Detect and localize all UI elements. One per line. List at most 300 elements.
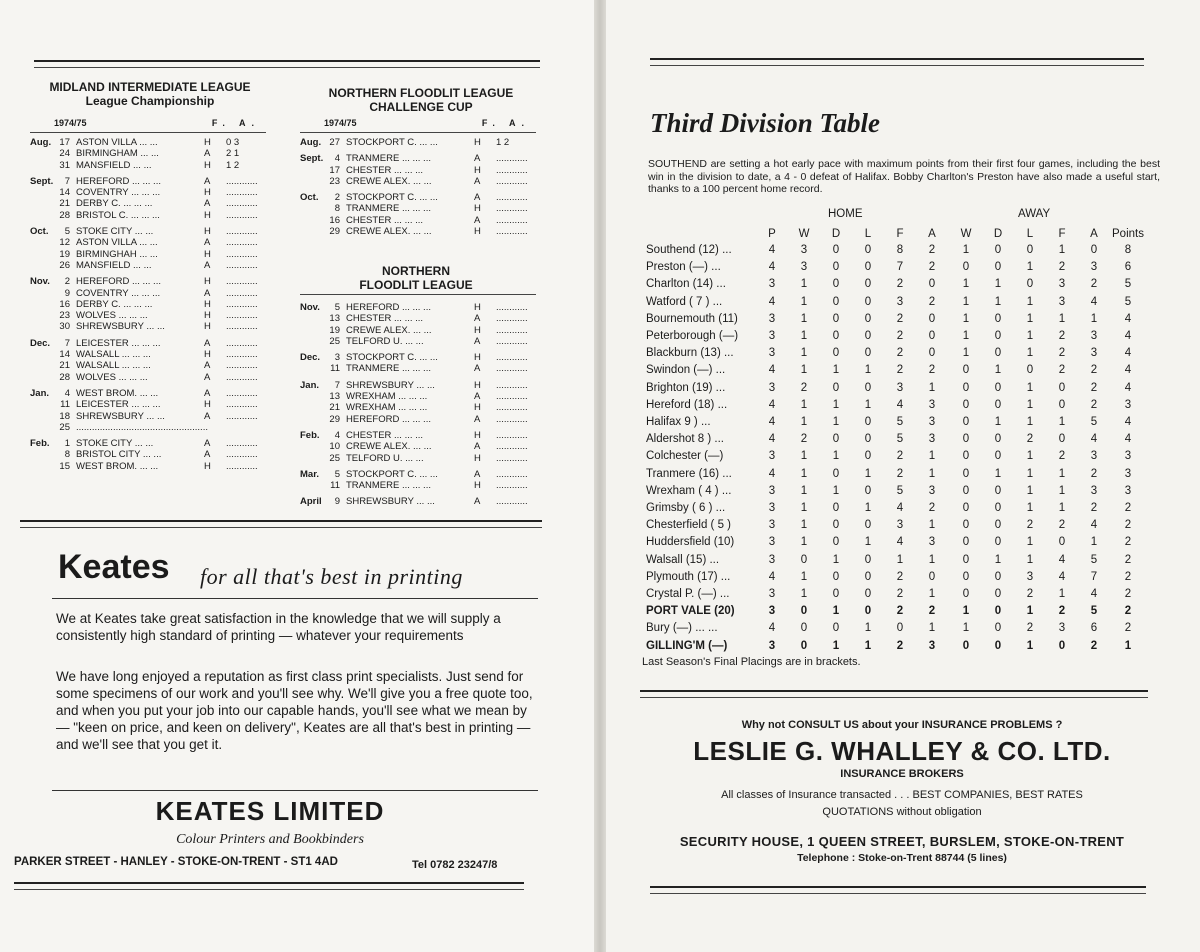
fixture-day: 4 [334,153,340,165]
table-cell: 3 [768,588,776,600]
fixture-row [300,402,536,413]
midland-title-line2: League Championship [85,94,215,108]
fixture-day: 10 [329,441,340,453]
table-cell: 4 [1058,553,1066,566]
fixture-venue: H [204,159,211,171]
nflcc-fixture-list [300,137,536,237]
fixture-day: 27 [329,137,340,148]
table-cell: 2 [928,261,936,274]
table-row [646,433,1146,449]
fixture-row [300,480,536,491]
table-cell: 2 [896,639,904,652]
table-cell: 2 [800,433,808,446]
table-cell: 5 [896,416,904,428]
table-cell: 0 [896,622,904,635]
fixture-row [30,288,266,299]
table-cell: 0 [864,588,872,600]
midland-fixtures-header [30,118,266,133]
midland-fixtures [30,118,266,472]
table-cell: 1 [800,330,808,342]
table-cell: 1 [994,364,1002,377]
fixture-opponent: DERBY C. ... ... ... [76,298,153,310]
table-row [646,399,1146,415]
table-cell: 1 [1026,381,1034,394]
table-cell: 2 [896,330,904,342]
fixture-row [300,469,536,480]
table-cell: 0 [994,639,1002,652]
table-row [646,382,1146,398]
table-cell: 4 [1124,312,1132,325]
table-cell: 0 [994,519,1002,532]
fixture-day: 18 [59,410,70,422]
fixture-venue: H [474,452,481,464]
nfl-fixture-list [300,302,536,508]
table-cell: 0 [1026,364,1034,377]
table-cell: 0 [864,416,872,428]
table-cell: 1 [962,278,970,291]
table-cell: 2 [896,278,904,291]
midland-season: 1974/75 [54,118,87,128]
fixture-row [30,388,266,399]
fixture-result: ............ [496,192,528,204]
fixture-row [300,352,536,363]
table-cell: 5 [1090,416,1098,428]
table-cell: 1 [800,278,808,291]
fixture-venue: H [474,429,481,441]
fixture-venue: A [474,363,481,375]
table-cell: 2 [1026,588,1034,600]
fixture-venue: A [204,410,211,422]
table-cell: 0 [994,484,1002,497]
fixture-day: 2 [64,276,70,288]
nfl-title-line1: NORTHERN [382,264,450,278]
table-cell: 3 [768,330,776,342]
fixture-opponent: SHREWSBURY ... ... [76,321,165,333]
midland-fa-header: F. A. [211,118,260,128]
table-cell: 0 [962,484,970,497]
fixture-row [300,313,536,324]
table-cell: 1 [1026,484,1034,497]
table-cell: 1 [800,398,808,411]
fixture-opponent: ASTON VILLA ... ... [76,237,158,249]
table-cell: 1 [832,553,840,566]
whalley-brokers: INSURANCE BROKERS [840,768,964,780]
table-cell: 0 [864,484,872,497]
table-cell: 2 [896,570,904,583]
table-cell: 0 [800,639,808,652]
table-cell: 1 [1026,416,1034,428]
table-cell: 6 [1124,261,1132,274]
table-cell: 2 [1090,502,1098,514]
table-cell: 4 [1058,570,1066,583]
fixture-row [30,160,266,171]
fixture-venue: A [474,468,481,480]
fixture-day: 13 [329,313,340,325]
fixture-day: 12 [59,237,70,249]
table-row [646,330,1146,346]
fixture-day: 11 [330,363,340,375]
table-cell: 0 [1058,398,1066,411]
table-cell: 6 [1090,622,1098,635]
fixture-opponent: STOKE CITY ... ... [76,226,154,238]
fixture-opponent: TRANMERE ... ... ... [346,480,431,492]
fixture-venue: A [204,438,211,450]
fixture-row [30,237,266,248]
fixture-opponent: HEREFORD ... ... ... [76,175,161,187]
fixture-opponent: TRANMERE ... ... ... [346,153,431,165]
fixture-result: ............ [226,187,258,199]
midland-title-line1: MIDLAND INTERMEDIATE LEAGUE [49,80,251,94]
fixture-row [30,461,266,472]
table-cell: 1 [1026,347,1034,360]
mid-rule-right [640,690,1148,698]
fixture-opponent: WALSALL ... ... ... [76,349,151,361]
table-row [646,554,1146,570]
keates-rule-bottom [52,790,538,791]
table-column-header: D [831,228,841,240]
table-column-header: F [1058,228,1066,240]
fixture-opponent: STOCKPORT C. ... ... [346,468,438,480]
keates-tagline: for all that's best in printing [200,564,463,589]
keates-telephone: Tel 0782 23247/8 [412,859,498,871]
table-cell: 1 [832,450,840,463]
table-row [646,519,1146,535]
table-cell: 1 [864,502,872,514]
fixture-row [30,310,266,321]
fixture-opponent: CREWE ALEX. ... ... [346,226,432,238]
fixture-opponent: TELFORD U. ... ... [346,452,424,464]
fixture-row [30,148,266,159]
table-cell: 0 [832,570,840,583]
fixture-day: 1 [64,438,70,450]
fixture-result: ............ [496,226,528,238]
team-name: Southend (12) ... [646,244,732,256]
table-cell: 0 [994,381,1002,394]
nflcc-title [296,86,546,114]
table-cell: 0 [1058,381,1066,394]
table-cell: 0 [832,278,840,291]
table-cell: 1 [800,450,808,463]
fixture-result: ............ [496,335,528,347]
table-cell: 2 [1058,364,1066,377]
fixture-day: 11 [330,480,340,492]
table-cell: 1 [1058,312,1066,325]
fixture-venue: H [474,402,481,414]
table-cell: 2 [896,467,904,480]
fixture-day: 7 [64,175,70,187]
fixture-opponent: CREWE ALEX. ... ... [346,175,432,187]
fixture-opponent: CREWE ALEX. ... ... [346,324,432,336]
fixture-row [300,325,536,336]
table-cell: 4 [768,570,776,583]
fixture-opponent: STOKE CITY ... ... [76,438,154,450]
table-cell: 0 [1026,278,1034,291]
fixture-result: ............ [496,379,528,391]
fixture-row [30,321,266,332]
table-cell: 0 [994,536,1002,549]
insurance-question: Why not CONSULT US about your INSURANCE PROBLEMS ? [741,719,1063,731]
table-cell: 1 [962,330,970,342]
table-cell: 5 [896,433,904,446]
table-cell: 0 [962,381,970,394]
nflcc-title-line1: NORTHERN FLOODLIT LEAGUE [328,86,514,100]
fixture-venue: H [204,298,211,310]
table-cell: 0 [832,261,840,274]
fixture-result: ............ [496,324,528,336]
table-cell: 2 [1124,502,1132,514]
fixture-opponent: CHESTER ... ... ... [346,313,424,325]
nflcc-fixtures-header [300,118,536,133]
table-cell: 0 [962,433,970,446]
table-cell: 4 [768,416,776,428]
fixture-result: 2 1 [226,148,240,160]
fixture-day: 11 [60,399,70,411]
table-cell: 0 [994,570,1002,583]
table-cell: 0 [864,261,872,274]
table-cell: 0 [1058,433,1066,446]
table-column-header: L [1026,228,1034,240]
table-cell: 2 [1026,433,1034,446]
table-cell: 1 [1026,295,1034,308]
table-cell: 1 [928,622,936,635]
table-cell: 0 [832,312,840,325]
bottom-rule-left [14,882,524,890]
table-cell: 1 [1124,639,1132,652]
table-cell: 4 [768,364,776,377]
fixture-month: Feb. [300,429,320,441]
fixture-result: 1 2 [226,159,240,171]
table-cell: 1 [928,467,936,480]
table-cell: 1 [994,295,1002,308]
table-cell: 2 [1090,398,1098,411]
table-cell: 5 [1124,295,1132,308]
table-cell: 0 [864,553,872,566]
table-row [646,364,1146,380]
nfl-fixtures [300,302,536,508]
fixture-opponent: TRANMERE ... ... ... [346,203,431,215]
table-column-header: W [798,228,810,240]
fixture-day: 2 [334,192,340,204]
table-cell: 2 [1058,605,1066,618]
table-cell: 5 [1124,278,1132,291]
table-cell: 1 [928,519,936,532]
table-cell: 1 [864,398,872,411]
fixture-row [30,276,266,287]
table-cell: 1 [800,347,808,360]
fixture-day: 9 [334,496,340,508]
table-row [646,261,1146,277]
table-cell: 3 [768,553,776,566]
fixture-result: ............ [226,371,258,383]
table-cell: 2 [1124,605,1132,618]
mid-rule-left [20,520,542,528]
fixture-venue: A [204,337,211,349]
fixture-result: ............ [226,399,258,411]
fixture-venue: H [474,226,481,238]
fixture-venue: A [204,148,211,160]
table-cell: 3 [928,398,936,411]
fixture-venue: H [204,226,211,238]
fixture-result: ............ [226,226,258,238]
fixture-day: 25 [329,335,340,347]
table-cell: 3 [768,278,776,291]
table-column-header: A [1090,228,1098,240]
fixture-row [300,441,536,452]
table-cell: 0 [864,450,872,463]
table-cell: 0 [962,588,970,600]
nfl-title-rule [300,294,536,295]
table-cell: 3 [768,312,776,325]
fixture-month: Sept. [30,175,54,187]
team-name: Chesterfield ( 5 ) [646,519,732,532]
fixture-opponent: DERBY C. ... ... ... [76,198,153,210]
fixture-opponent: LEICESTER ... ... ... [76,337,161,349]
table-cell: 2 [896,605,904,618]
fixture-opponent: STOCKPORT C. ... ... [346,137,438,148]
fixture-row [300,137,536,148]
table-cell: 4 [1090,519,1098,532]
fixture-day: 9 [64,287,70,299]
nflcc-season: 1974/75 [324,118,357,128]
fixture-day: 4 [64,387,70,399]
table-cell: 0 [994,244,1002,256]
table-cell: 0 [1058,639,1066,652]
nfl-title [296,264,536,292]
away-group-label: AWAY [1018,208,1051,220]
fixture-opponent: MANSFIELD ... ... [76,159,152,171]
table-cell: 2 [928,605,936,618]
table-cell: 1 [994,278,1002,291]
table-cell: 0 [864,605,872,618]
table-cell: 3 [1090,347,1098,360]
table-cell: 4 [768,295,776,308]
table-cell: 0 [832,433,840,446]
keates-rule-top [52,598,538,599]
fixture-row [30,249,266,260]
table-cell: 0 [832,622,840,635]
fixture-day: 21 [59,198,70,210]
fixture-month: Aug. [30,137,52,148]
table-column-header: F [896,228,904,240]
fixture-row [30,372,266,383]
table-cell: 1 [962,295,970,308]
fixture-day: 23 [59,310,70,322]
table-column-header: D [993,228,1003,240]
fixture-row [30,176,266,187]
fixture-day: 21 [329,402,340,414]
fixture-venue: H [474,352,481,364]
table-cell: 1 [864,622,872,635]
fixture-venue: H [474,324,481,336]
fixture-result: ............ [496,203,528,215]
table-cell: 4 [768,244,776,256]
table-cell: 0 [994,398,1002,411]
fixture-venue: A [204,237,211,249]
team-name: Wrexham ( 4 ) ... [646,484,732,497]
table-cell: 2 [1124,536,1132,549]
fixture-result: ............ [496,452,528,464]
table-cell: 1 [1058,484,1066,497]
table-cell: 7 [1090,570,1098,583]
table-cell: 0 [832,519,840,532]
fixture-row [30,299,266,310]
table-cell: 2 [896,312,904,325]
table-cell: 1 [832,605,840,618]
keates-paragraph-1: We at Keates take great satisfaction in the knowledge that we will supply a consistently high standard of printing — whatever your requirements [56,611,501,643]
table-cell: 1 [928,450,936,463]
table-row [646,502,1146,518]
fixture-result: 0 3 [226,137,240,148]
table-cell: 0 [832,502,840,514]
table-cell: 4 [896,398,904,411]
table-cell: 3 [1090,330,1098,342]
fixture-result: ............ [496,313,528,325]
table-cell: 3 [800,244,808,256]
keates-paragraph-2: We have long enjoyed a reputation as first class print specialists. Just send for some specimens of our work and you'll see why. We'll give you a free quote too, and when you put your job into our capable hands, you'll see what we mean by — "keen on price, and keen on delivery", Keates are all that's best in printing — and we'll see that you get it. [56,669,533,752]
fixture-day: 7 [64,337,70,349]
table-cell: 4 [1124,433,1132,446]
fixture-venue: A [204,387,211,399]
fixture-opponent: ASTON VILLA ... ... [76,137,158,148]
fixture-opponent: TELFORD U. ... ... [346,335,424,347]
table-cell: 3 [1058,278,1066,291]
fixture-venue: A [474,413,481,425]
fixture-day: 26 [59,259,70,271]
team-name: Plymouth (17) ... [646,570,731,583]
table-cell: 0 [962,639,970,652]
fixture-venue: H [474,164,481,176]
fixture-day: 5 [334,468,340,480]
table-cell: 1 [832,364,840,377]
table-cell: 3 [896,381,904,394]
table-cell: 0 [1090,244,1098,256]
fixture-opponent: STOCKPORT C. ... ... [346,352,438,364]
whalley-classes: All classes of Insurance transacted . . . BEST COMPANIES, BEST RATES [721,789,1083,801]
fixture-result: ............ [226,310,258,322]
third-division-title: Third Division Table [650,108,881,138]
fixture-venue: H [474,137,481,148]
table-cell: 1 [800,588,808,600]
fixture-day: 28 [59,209,70,221]
table-cell: 1 [994,416,1002,428]
fixture-venue: A [474,335,481,347]
fixture-row [30,349,266,360]
table-row [646,588,1146,604]
fixture-opponent: SHREWSBURY ... ... [346,379,435,391]
table-cell: 2 [1124,519,1132,532]
fixture-venue: H [204,187,211,199]
fixture-opponent: HEREFORD ... ... ... [76,276,161,288]
fixture-venue: H [474,480,481,492]
fixture-day: 31 [59,159,70,171]
table-cell: 1 [800,570,808,583]
fixture-day: 25 [59,421,70,433]
table-cell: 0 [832,467,840,480]
table-cell: 0 [800,622,808,635]
fixture-day: 23 [329,175,340,187]
nflcc-fa-header: F. A. [481,118,530,128]
fixture-result: ............ [226,237,258,249]
team-name: Grimsby ( 6 ) ... [646,502,726,514]
table-cell: 3 [928,433,936,446]
fixture-result: ............ [496,214,528,226]
table-cell: 0 [864,244,872,256]
table-cell: 4 [1090,295,1098,308]
table-cell: 3 [768,639,776,652]
fixture-row [30,411,266,422]
fixture-venue: H [204,276,211,288]
table-cell: 3 [800,261,808,274]
